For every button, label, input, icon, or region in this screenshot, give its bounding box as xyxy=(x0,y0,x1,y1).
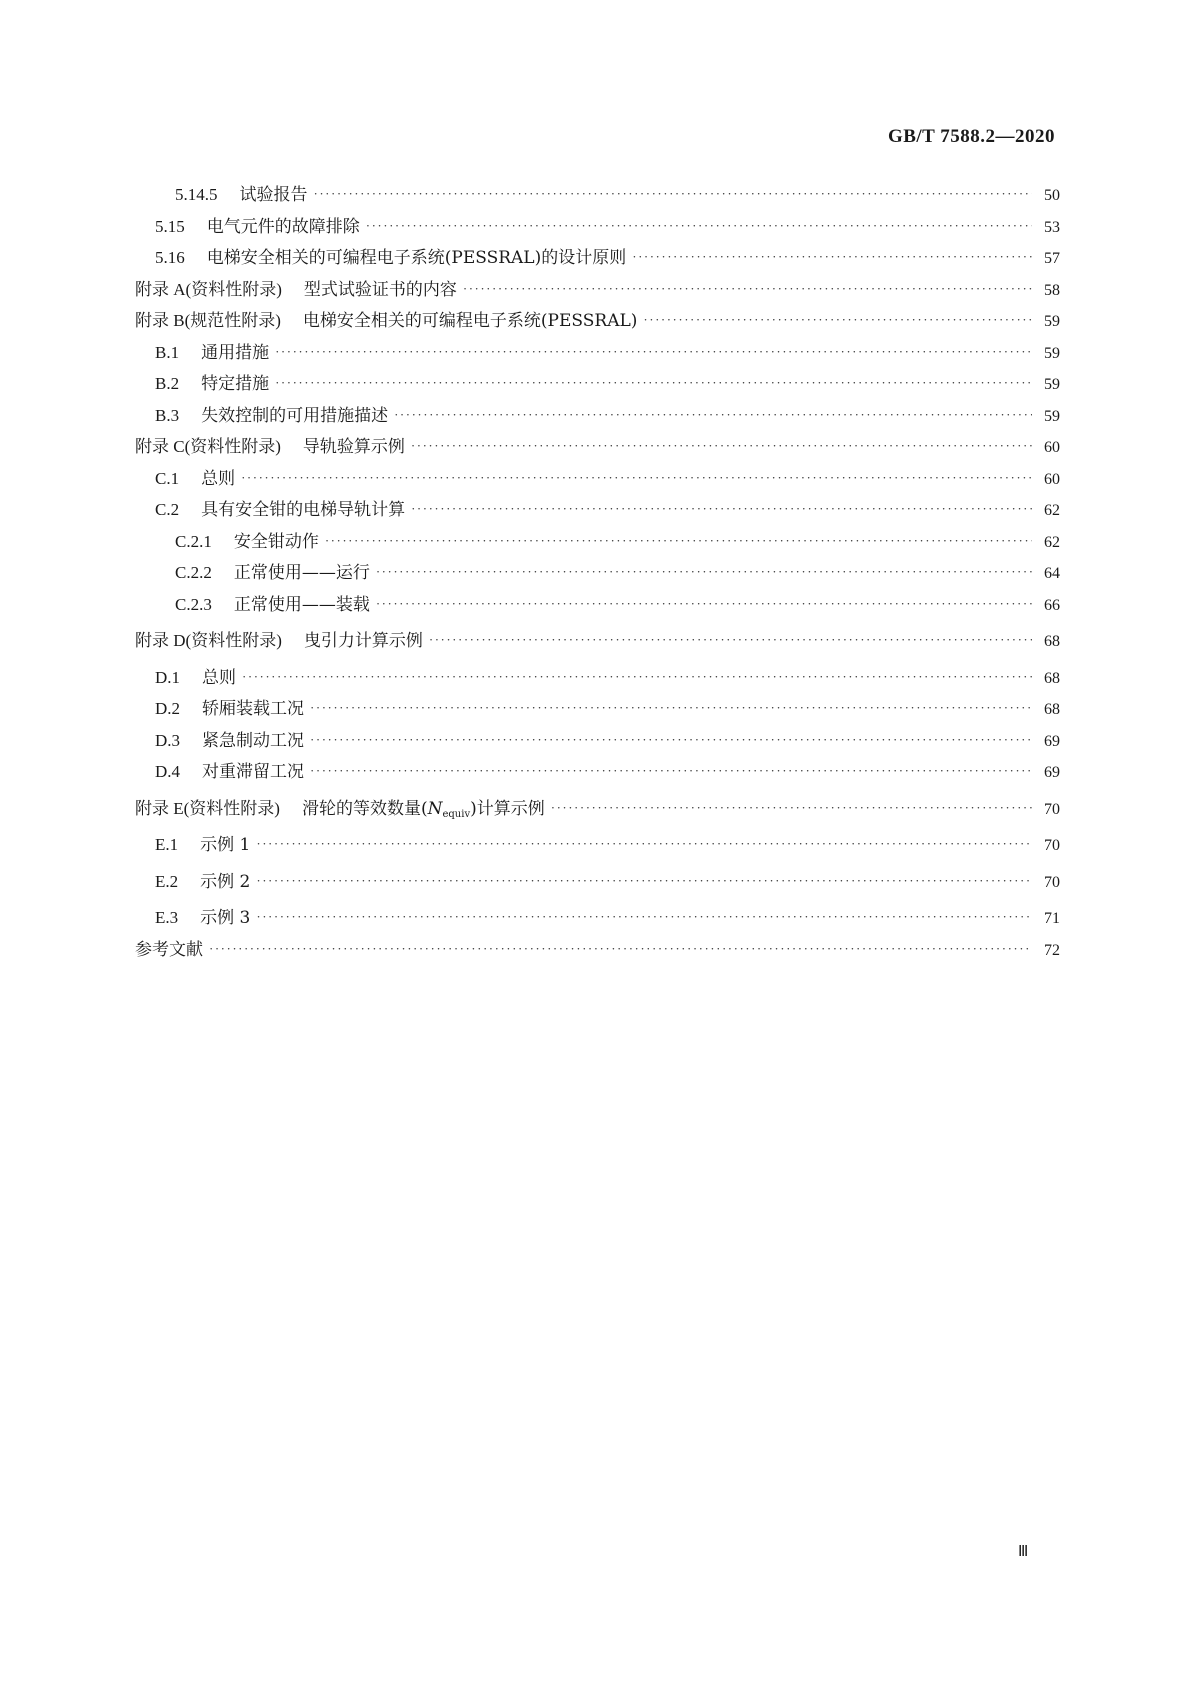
toc-entry-number: 附录 A(资料性附录) xyxy=(135,279,282,299)
toc-entry-number: B.1 xyxy=(155,342,180,362)
toc-entry-title: 总则 xyxy=(202,667,237,688)
leader-dots xyxy=(242,669,1032,685)
toc-entry[interactable] xyxy=(135,903,1060,935)
toc-entry-page: 68 xyxy=(1044,701,1060,718)
toc-entry-number: B.2 xyxy=(155,374,180,393)
toc-entry-page: 70 xyxy=(1044,873,1060,891)
toc-entry[interactable] xyxy=(135,243,1060,275)
leader-dots xyxy=(376,564,1032,580)
toc-entry-title: 对重滞留工况 xyxy=(202,762,305,782)
toc-entry[interactable] xyxy=(135,338,1060,370)
toc-entry-title: 安全钳动作 xyxy=(233,531,319,552)
toc-entry-number: C.2.2 xyxy=(175,563,212,582)
leader-dots xyxy=(325,533,1032,549)
toc-entry-page: 59 xyxy=(1044,407,1060,425)
toc-entry-title: 示例 2 xyxy=(200,871,251,892)
toc-entry-title: 试验报告 xyxy=(239,185,308,205)
toc-entry-number: E.2 xyxy=(155,871,179,891)
leader-dots xyxy=(411,501,1032,517)
toc-entry-title: 电梯安全相关的可编程电子系统(PESSRAL) xyxy=(302,311,638,331)
toc-entry-number: 5.15 xyxy=(155,216,185,236)
toc-entry-title: 示例 3 xyxy=(200,908,251,928)
toc-entry-title: 正常使用——装载 xyxy=(233,594,370,615)
toc-entry-number: 附录 B(规范性附录) xyxy=(135,311,281,330)
toc-entry-title: 特定措施 xyxy=(201,374,270,394)
toc-entry[interactable] xyxy=(135,663,1060,695)
leader-dots xyxy=(256,836,1032,852)
toc-entry-number: C.1 xyxy=(155,468,180,488)
toc-entry-number: 附录 E(资料性附录) xyxy=(135,798,280,818)
toc-entry-number: D.4 xyxy=(155,762,181,781)
toc-entry-page: 57 xyxy=(1044,250,1060,267)
toc-entry[interactable] xyxy=(135,495,1060,527)
toc-entry-page: 62 xyxy=(1044,533,1060,551)
toc-entry-number: 附录 D(资料性附录) xyxy=(135,631,282,650)
leader-dots xyxy=(310,763,1032,779)
toc-entry-title: 参考文献 xyxy=(135,939,203,960)
leader-dots xyxy=(241,470,1032,486)
toc-entry[interactable] xyxy=(135,275,1060,307)
toc-entry-page: 71 xyxy=(1044,910,1060,927)
leader-dots xyxy=(275,375,1032,391)
subscript-equiv: equiv xyxy=(442,808,471,820)
leader-dots xyxy=(256,909,1032,925)
toc-entry[interactable] xyxy=(135,694,1060,726)
toc-entry-title: 紧急制动工况 xyxy=(202,730,305,751)
leader-dots xyxy=(643,312,1032,328)
leader-dots xyxy=(275,344,1032,360)
leader-dots xyxy=(256,873,1032,889)
toc-entry-title: 正常使用——运行 xyxy=(233,563,370,583)
toc-entry-title: 示例 1 xyxy=(200,835,251,855)
toc-entry-number: D.1 xyxy=(155,667,181,687)
toc-entry-title: 电气元件的故障排除 xyxy=(206,216,360,237)
toc-entry-page: 59 xyxy=(1044,313,1060,330)
toc-entry-page: 58 xyxy=(1044,281,1060,299)
toc-entry-page: 59 xyxy=(1044,376,1060,393)
toc-entry-page: 53 xyxy=(1044,218,1060,236)
toc-entry[interactable] xyxy=(135,527,1060,559)
leader-dots xyxy=(310,700,1032,716)
toc-entry[interactable] xyxy=(135,590,1060,622)
leader-dots xyxy=(463,281,1032,297)
toc-entry-number: E.1 xyxy=(155,835,179,854)
toc-entry-title: 滑轮的等效数量$(N_{equiv})$计算示例 xyxy=(301,798,545,820)
toc-entry[interactable] xyxy=(135,306,1060,338)
toc-entry[interactable] xyxy=(135,830,1060,862)
toc-entry-title: 导轨验算示例 xyxy=(302,437,405,457)
toc-entry-title: 型式试验证书的内容 xyxy=(303,279,457,300)
toc-entry-number: C.2.3 xyxy=(175,594,212,614)
leader-dots xyxy=(209,941,1032,957)
toc-entry[interactable] xyxy=(135,401,1060,433)
toc-entry[interactable] xyxy=(135,212,1060,244)
page-number: Ⅲ xyxy=(1018,1544,1029,1560)
toc-entry-title: 曳引力计算示例 xyxy=(303,631,423,651)
toc-entry-title: 总则 xyxy=(201,468,236,489)
standard-code: GB/T 7588.2—2020 xyxy=(887,126,1055,147)
toc-entry-number: B.3 xyxy=(155,405,180,425)
toc-entry[interactable] xyxy=(135,935,1060,967)
leader-dots xyxy=(551,800,1032,816)
toc-entry-number: C.2.1 xyxy=(175,531,212,551)
toc-entry[interactable] xyxy=(135,626,1060,658)
leader-dots xyxy=(376,596,1032,612)
toc-entry-page: 60 xyxy=(1044,439,1060,456)
toc-entry-number: 附录 C(资料性附录) xyxy=(135,437,281,456)
toc-entry-page: 66 xyxy=(1044,596,1060,614)
toc-entry[interactable] xyxy=(135,726,1060,758)
toc-entry-page: 50 xyxy=(1044,187,1060,204)
toc-entry[interactable] xyxy=(135,794,1060,826)
leader-dots xyxy=(411,438,1032,454)
toc-entry[interactable] xyxy=(135,464,1060,496)
toc-entry-title: 具有安全钳的电梯导轨计算 xyxy=(201,500,406,520)
toc-entry-number: D.2 xyxy=(155,699,181,718)
toc-entry-number: 5.14.5 xyxy=(175,185,218,204)
toc-entry-page: 60 xyxy=(1044,470,1060,488)
toc-entry-number: E.3 xyxy=(155,908,179,927)
toc-entry-number: 5.16 xyxy=(155,248,185,267)
toc-entry-page: 68 xyxy=(1044,669,1060,687)
toc-entry[interactable] xyxy=(135,867,1060,899)
leader-dots xyxy=(394,407,1032,423)
toc-entry[interactable] xyxy=(135,432,1060,464)
leader-dots xyxy=(366,218,1032,234)
leader-dots xyxy=(632,249,1032,265)
leader-dots xyxy=(314,186,1033,202)
toc-entry-title: 轿厢装载工况 xyxy=(202,699,305,719)
toc-entry-title: 失效控制的可用措施描述 xyxy=(201,405,389,426)
toc-entry[interactable] xyxy=(135,558,1060,590)
toc-entry-number: C.2 xyxy=(155,500,180,519)
toc-entry-page: 72 xyxy=(1044,941,1060,959)
toc-entry[interactable] xyxy=(135,180,1060,212)
toc-entry-title: 电梯安全相关的可编程电子系统(PESSRAL)的设计原则 xyxy=(206,248,627,268)
toc-entry[interactable] xyxy=(135,757,1060,789)
toc-entry-page: 70 xyxy=(1044,800,1060,818)
toc-entry[interactable] xyxy=(135,369,1060,401)
toc-entry-page: 70 xyxy=(1044,837,1060,854)
toc-entry-page: 69 xyxy=(1044,732,1060,750)
toc-entry-page: 68 xyxy=(1044,633,1060,650)
table-of-contents xyxy=(135,180,1060,966)
variable-n: N xyxy=(427,798,443,819)
toc-entry-title: 通用措施 xyxy=(201,342,270,363)
toc-entry-number: D.3 xyxy=(155,730,181,750)
toc-entry-page: 62 xyxy=(1044,502,1060,519)
leader-dots xyxy=(310,732,1032,748)
toc-entry-page: 69 xyxy=(1044,764,1060,781)
toc-entry-page: 64 xyxy=(1044,565,1060,582)
toc-entry-page: 59 xyxy=(1044,344,1060,362)
leader-dots xyxy=(429,632,1032,648)
